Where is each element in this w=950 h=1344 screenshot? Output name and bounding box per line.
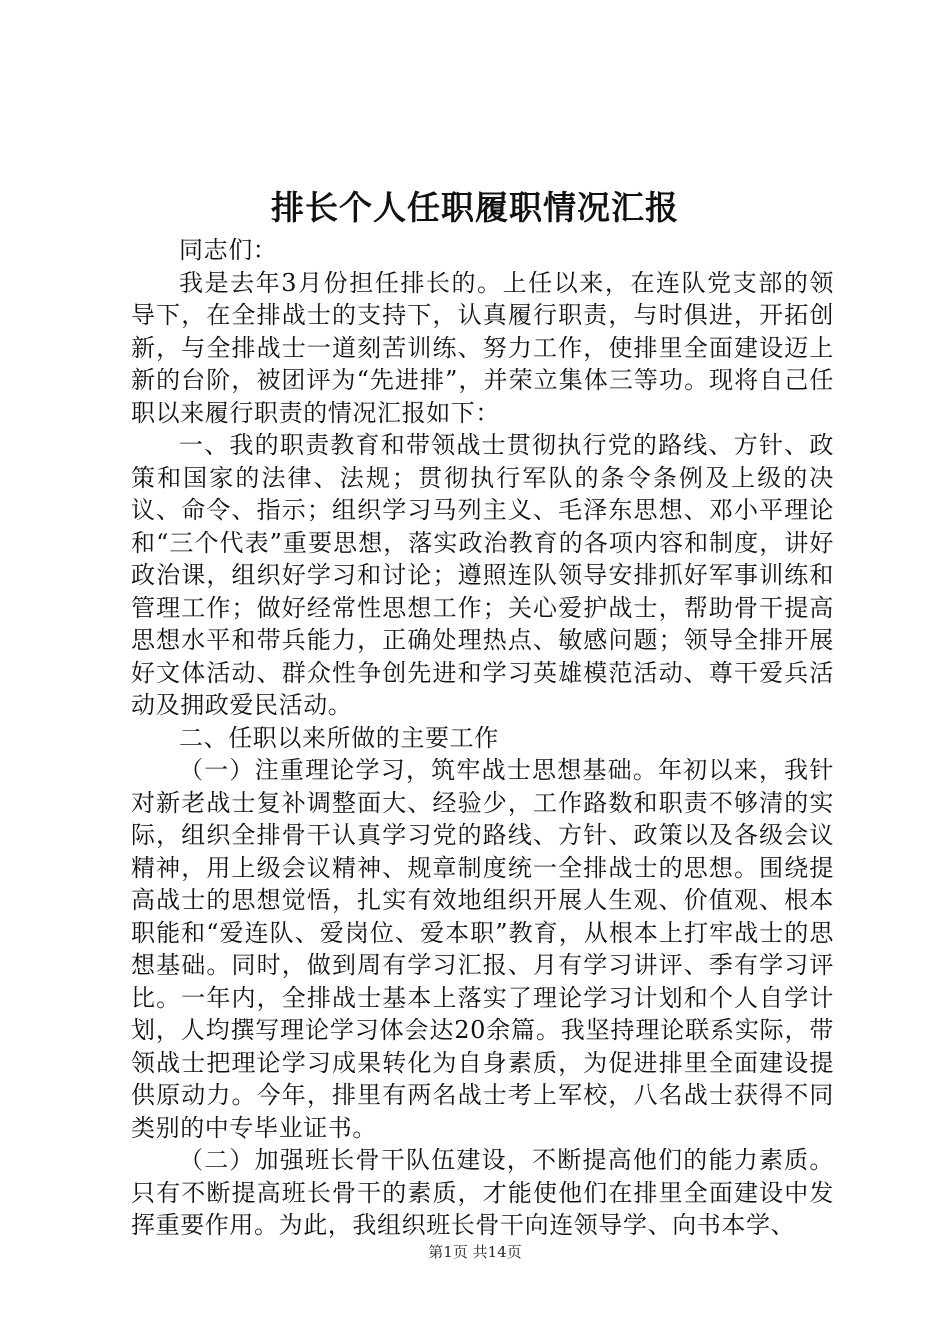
paragraph-squad-leaders: （二）加强班长骨干队伍建设，不断提高他们的能力素质。只有不断提高班长骨干的素质，才能使他们在排里全面建设中发挥重要作用。为此，我组织班长骨干向连领导学、向书本学、 [131, 1146, 834, 1239]
page-number: 第1页 共14页 [428, 1243, 522, 1261]
paragraph-intro: 我是去年3月份担任排长的。上任以来，在连队党支部的领导下，在全排战士的支持下，认真履行职责，与时俱进，开拓创新，与全排战士一道刻苦训练、努力工作，使排里全面建设迈上新的台阶，被团评为“先进排”，并荣立集体三等功。现将自己任职以来履行职责的情况汇报如下： [131, 268, 834, 427]
paragraph-theory-study: （一）注重理论学习，筑牢战士思想基础。年初以来，我针对新老战士复补调整面大、经验少，工作路数和职责不够清的实际，组织全排骨干认真学习党的路线、方针、政策以及各级会议精神，用上级会议精神、规章制度统一全排战士的思想。围绕提高战士的思想觉悟，扎实有效地组织开展人生观、价值观、根本职能和“爱连队、爱岗位、爱本职”教育，从根本上打牢战士的思想基础。同时，做到周有学习汇报、月有学习讲评、季有学习评比。一年内，全排战士基本上落实了理论学习计划和个人自学计划，人均撰写理论学习体会达20余篇。我坚持理论联系实际，带领战士把理论学习成果转化为自身素质，为促进排里全面建设提供原动力。今年，排里有两名战士考上军校，八名战士获得不同类别的中专毕业证书。 [131, 756, 834, 1142]
document-body [131, 234, 834, 1242]
section-heading-main-work: 二、任职以来所做的主要工作 [179, 723, 499, 752]
document-title: 排长个人任职履职情况汇报 [271, 188, 679, 227]
salutation: 同志们： [179, 236, 278, 264]
paragraph-duties: 一、我的职责教育和带领战士贯彻执行党的路线、方针、政策和国家的法律、法规；贯彻执行军队的条令条例及上级的决议、命令、指示；组织学习马列主义、毛泽东思想、邓小平理论和“三个代表”重要思想，落实政治教育的各项内容和制度，讲好政治课，组织好学习和讨论；遵照连队领导安排抓好军事训练和管理工作；做好经常性思想工作；关心爱护战士，帮助骨干提高思想水平和带兵能力，正确处理热点、敏感问题；领导全排开展好文体活动、群众性争创先进和学习英雄模范活动、尊干爱兵活动及拥政爱民活动。 [131, 431, 834, 719]
